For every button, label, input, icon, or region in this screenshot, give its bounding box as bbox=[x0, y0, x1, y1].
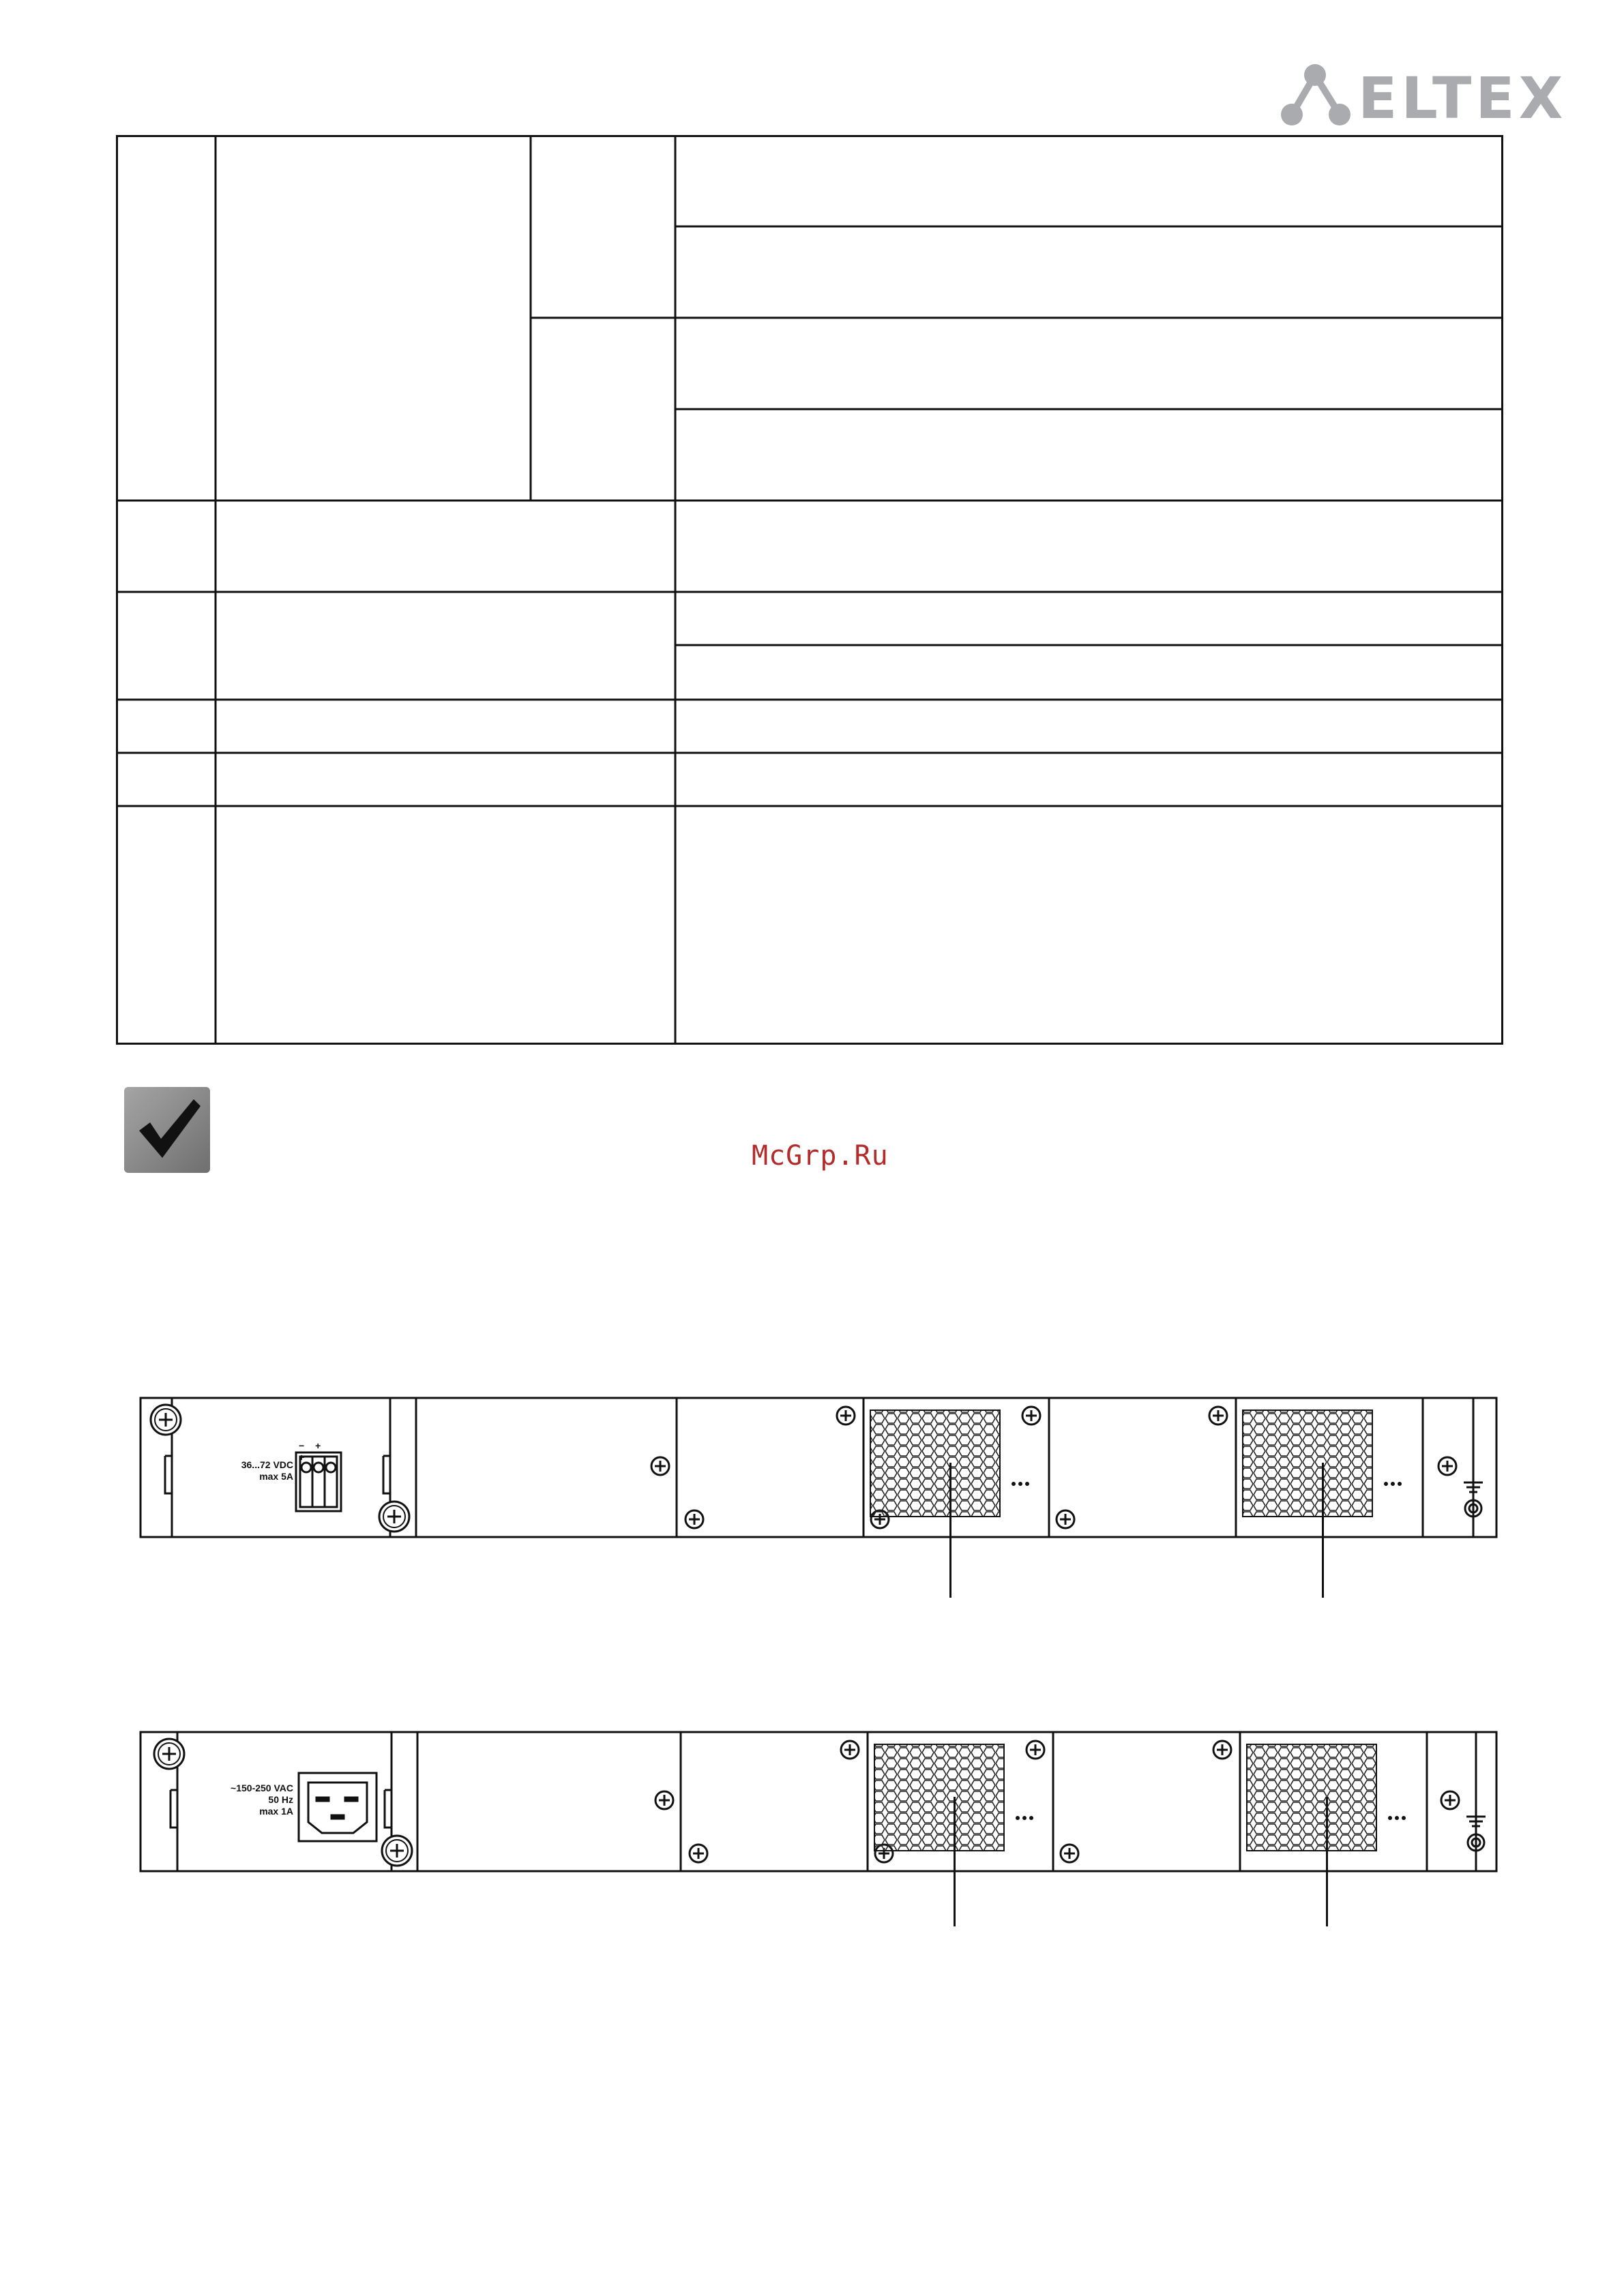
spec-table-grid bbox=[116, 135, 1503, 1045]
rear-panel-dc-drawing bbox=[136, 1391, 1501, 1541]
callout-line-ac-fan-1 bbox=[954, 1797, 956, 1926]
rear-panel-ac-drawing bbox=[136, 1725, 1501, 1875]
rear-panel-ac bbox=[136, 1725, 1501, 1875]
dc-rating-line1: 36...72 VDC bbox=[241, 1459, 293, 1470]
ac-rating-line2: 50 Hz bbox=[268, 1794, 293, 1805]
dc-polarity-3: + bbox=[299, 1452, 309, 1463]
eltex-logo bbox=[1280, 63, 1567, 132]
rear-panel-dc bbox=[136, 1391, 1501, 1541]
callout-line-ac-fan-2 bbox=[1326, 1797, 1328, 1926]
dc-polarity-1: − bbox=[299, 1440, 309, 1451]
watermark-text: McGrp.Ru bbox=[752, 1140, 889, 1172]
ac-rating-line3: max 1A bbox=[259, 1806, 293, 1817]
callout-line-dc-fan-2 bbox=[1322, 1463, 1324, 1598]
logo-text: ELTEX bbox=[1358, 65, 1567, 132]
spec-table bbox=[116, 135, 1503, 1045]
callout-line-dc-fan-1 bbox=[949, 1463, 951, 1598]
dc-rating-line2: max 5A bbox=[259, 1471, 293, 1482]
ac-rating-line1: ~150-250 VAC bbox=[231, 1783, 293, 1793]
dc-polarity-2: + bbox=[315, 1440, 325, 1451]
note-checkmark-icon bbox=[123, 1086, 211, 1174]
eltex-logo-icon bbox=[1280, 63, 1355, 131]
